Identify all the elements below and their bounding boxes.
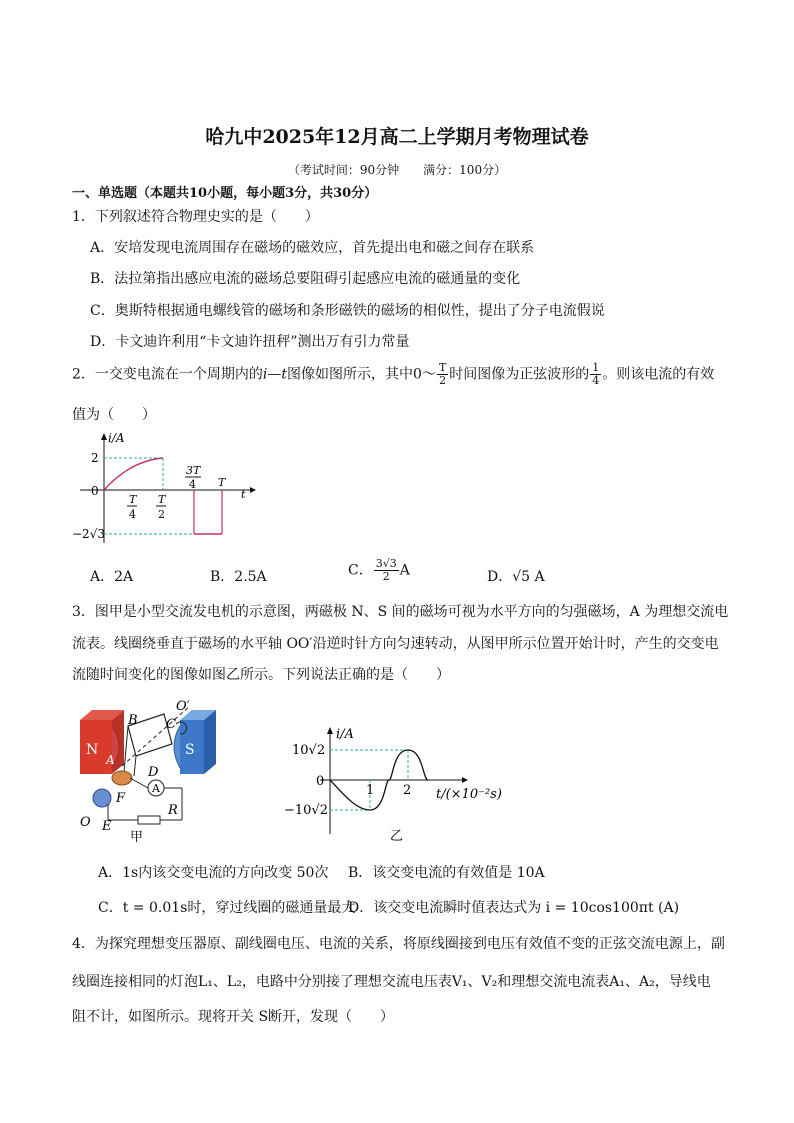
label-d: D [148,765,159,780]
current-time-graph [280,722,510,844]
q3-option-d: D．该交变电流瞬时值表达式为 i = 10cos100πt (A) [348,900,680,916]
label-e: E [102,819,112,834]
generator-diagram [72,696,232,844]
q2-stem-line2: 值为（ ） [72,407,156,423]
exam-info: （考试时间：90分钟 满分：100分） [287,163,507,177]
y-tick-neg: −2√3 [72,527,105,541]
label-o: O [80,815,91,830]
q2-option-a: A．2A [90,569,134,585]
x-axis-label: t/(×10⁻²s) [436,787,502,802]
x-tick-3T4-num: 3T [186,464,201,477]
label-o-prime: O′ [176,699,190,714]
label-f: F [116,791,126,806]
q2-option-d: D．√5 A [487,569,545,585]
y-axis-label: i/A [336,727,354,742]
q1-option-a: A．安培发现电流周围存在磁场的磁效应，首先提出电和磁之间存在联系 [90,240,535,256]
figure-caption-yi: 乙 [390,829,404,844]
q3-stem-line1: 3．图甲是小型交流发电机的示意图，两磁极 N、S 间的磁场可视为水平方向的匀强磁场，A 为理想交流电 [72,604,729,620]
x-tick-1: 1 [366,783,375,798]
x-tick-T2-den: 2 [158,508,165,521]
q4-stem-line2: 线圈连接相同的灯泡L₁、L₂，电路中分别接了理想交流电压表V₁、V₂和理想交流电流表A₁、A₂，导线电 [72,974,711,990]
label-a: A [106,753,115,767]
pole-s-label: S [185,742,195,758]
q1-option-c: C．奥斯特根据通电螺线管的磁场和条形磁铁的磁场的相似性，提出了分子电流假说 [90,303,605,319]
page-title: 哈九中2025年12月高二上学期月考物理试卷 [205,126,589,148]
y-tick-zero: 0 [316,774,325,789]
label-r: R [168,803,178,818]
q3-option-c: C．t = 0.01s时，穿过线圈的磁通量最大 [98,900,356,916]
q2-option-b: B．2.5A [210,569,267,585]
x-tick-T4-num: T [129,493,137,506]
q2-current-graph [70,428,260,548]
y-tick-2: 2 [91,451,99,465]
x-tick-3T4-den: 4 [189,478,196,491]
q2-option-c: C． $\frac{3√3}{2}$ A [348,557,410,583]
q3-stem-line3: 流随时间变化的图像如图乙所示。下列说法正确的是（ ） [72,667,450,683]
x-tick-T: T [218,476,226,489]
q1-option-b: B．法拉第指出感应电流的磁场总要阻碍引起感应电流的磁通量的变化 [90,271,521,287]
figure-caption-jia: 甲 [130,830,144,844]
q3-option-a: A．1s内该交变电流的方向改变 50次 [98,865,329,881]
x-axis-label: t [241,488,246,501]
q1-option-d: D．卡文迪许利用“卡文迪许扭秤”测出万有引力常量 [90,334,410,350]
q3-option-b: B．该交变电流的有效值是 10A [348,865,545,881]
label-c: C [166,717,176,732]
y-tick-top: 10√2 [292,743,326,758]
q4-stem-line3: 阻不计，如图所示。现将开关 S断开，发现（ ） [72,1009,395,1025]
q3-stem-line2: 流表。线圈绕垂直于磁场的水平轴 OO′沿逆时针方向匀速转动，从图甲所示位置开始计时，产生的交变电 [72,636,719,652]
q4-stem-line1: 4．为探究理想变压器原、副线圈电压、电流的关系，将原线圈接到电压有效值不变的正弦交流电源上，副 [72,936,725,952]
q1-stem: 1．下列叙述符合物理史实的是（ ） [72,209,319,225]
y-tick-0: 0 [91,484,99,498]
q2-stem: 2．一交变电流在一个周期内的i—t图像如图所示，其中0～ $\frac{T}{2}$ 时间图像为正弦波形的 $\frac{1}{4}$ 。则该电流的有效 [72,361,715,387]
x-tick-T2-num: T [158,493,166,506]
section-heading: 一、单选题（本题共10小题，每小题3分，共30分） [72,186,378,201]
label-b: B [128,713,138,728]
x-tick-2: 2 [403,783,412,798]
pole-n-label: N [86,742,99,758]
y-tick-neg: −10√2 [284,803,328,818]
ammeter-label: A [152,782,160,795]
x-tick-T4-den: 4 [129,508,136,521]
y-axis-label: i/A [108,431,125,445]
